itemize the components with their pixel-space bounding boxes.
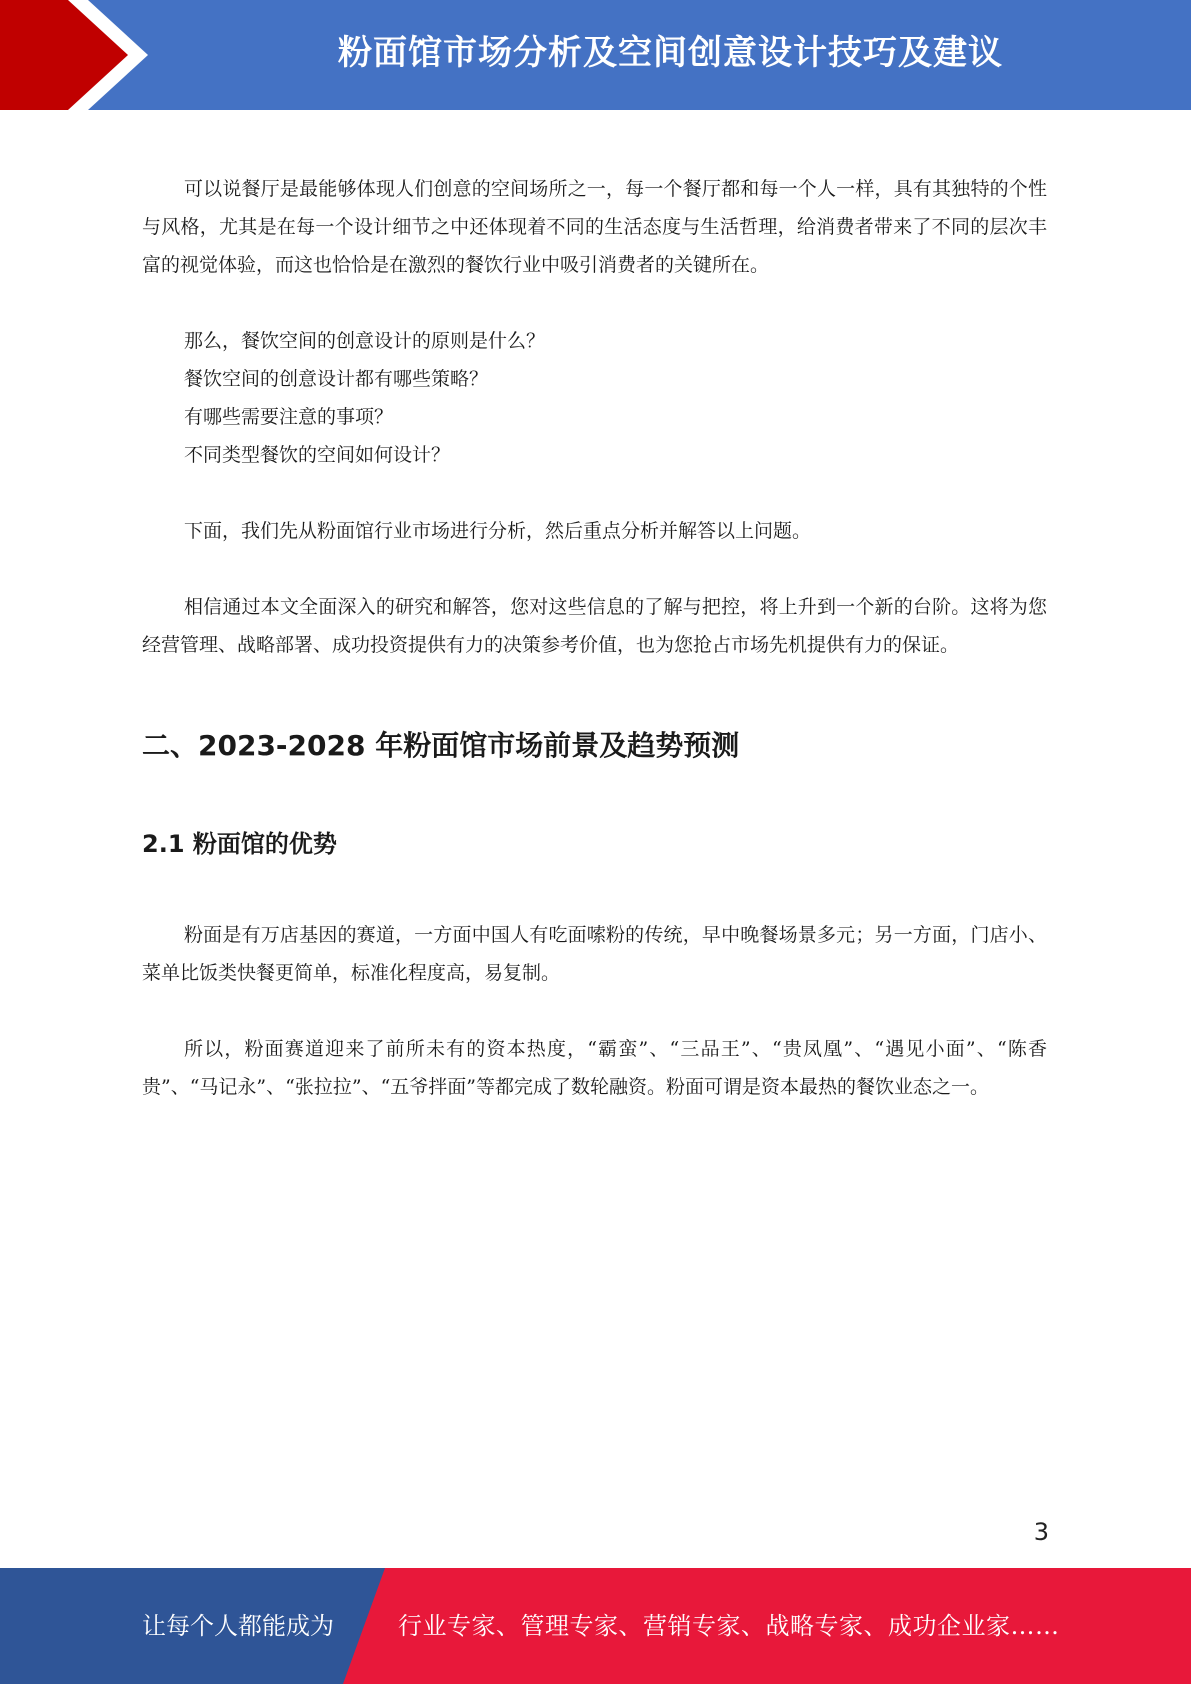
footer-banner [0, 1568, 1191, 1684]
footer-slogan-left: 让每个人都能成为 [142, 1612, 334, 1640]
advantage-paragraph: 粉面是有万店基因的赛道，一方面中国人有吃面嗦粉的传统，早中晚餐场景多元；另一方面，门店小、菜单比饭类快餐更简单，标准化程度高，易复制。 [142, 924, 1047, 984]
question-item: 餐饮空间的创意设计都有哪些策略？ [184, 368, 489, 390]
intro-paragraph: 可以说餐厅是最能够体现人们创意的空间场所之一，每一个餐厅都和每一个人一样，具有其独特的个性与风格，尤其是在每一个设计细节之中还体现着不同的生活态度与生活哲理，给消费者带来了不同的层次丰富的视觉体验，而这也恰恰是在激烈的餐饮行业中吸引消费者的关键所在。 [142, 178, 1047, 276]
footer-slogan-right: 行业专家、管理专家、营销专家、战略专家、成功企业家…… [398, 1612, 1060, 1640]
promise-paragraph: 相信通过本文全面深入的研究和解答，您对这些信息的了解与把控，将上升到一个新的台阶。这将为您经营管理、战略部署、成功投资提供有力的决策参考价值，也为您抢占市场先机提供有力的保证。 [142, 596, 1047, 656]
page-content [142, 170, 1047, 1144]
question-item: 有哪些需要注意的事项？ [184, 406, 394, 428]
question-item: 不同类型餐饮的空间如何设计？ [184, 444, 451, 466]
transition-paragraph: 下面，我们先从粉面馆行业市场进行分析，然后重点分析并解答以上问题。 [184, 520, 812, 542]
question-list [142, 322, 1047, 474]
subsection-heading: 2.1 粉面馆的优势 [142, 830, 337, 858]
question-item: 那么，餐饮空间的创意设计的原则是什么？ [184, 330, 546, 352]
document-title: 粉面馆市场分析及空间创意设计技巧及建议 [338, 33, 1003, 73]
capital-paragraph: 所以，粉面赛道迎来了前所未有的资本热度，“霸蛮”、“三品王”、“贵凤凰”、“遇见小面”、“陈香贵”、“马记永”、“张拉拉”、“五爷拌面”等都完成了数轮融资。粉面可谓是资本最热的餐饮业态之一。 [142, 1038, 1047, 1098]
header-chevron-decoration [0, 0, 160, 110]
header-banner [0, 0, 1191, 110]
page-number: 3 [1033, 1518, 1049, 1546]
section-heading: 二、2023-2028 年粉面馆市场前景及趋势预测 [142, 729, 740, 762]
